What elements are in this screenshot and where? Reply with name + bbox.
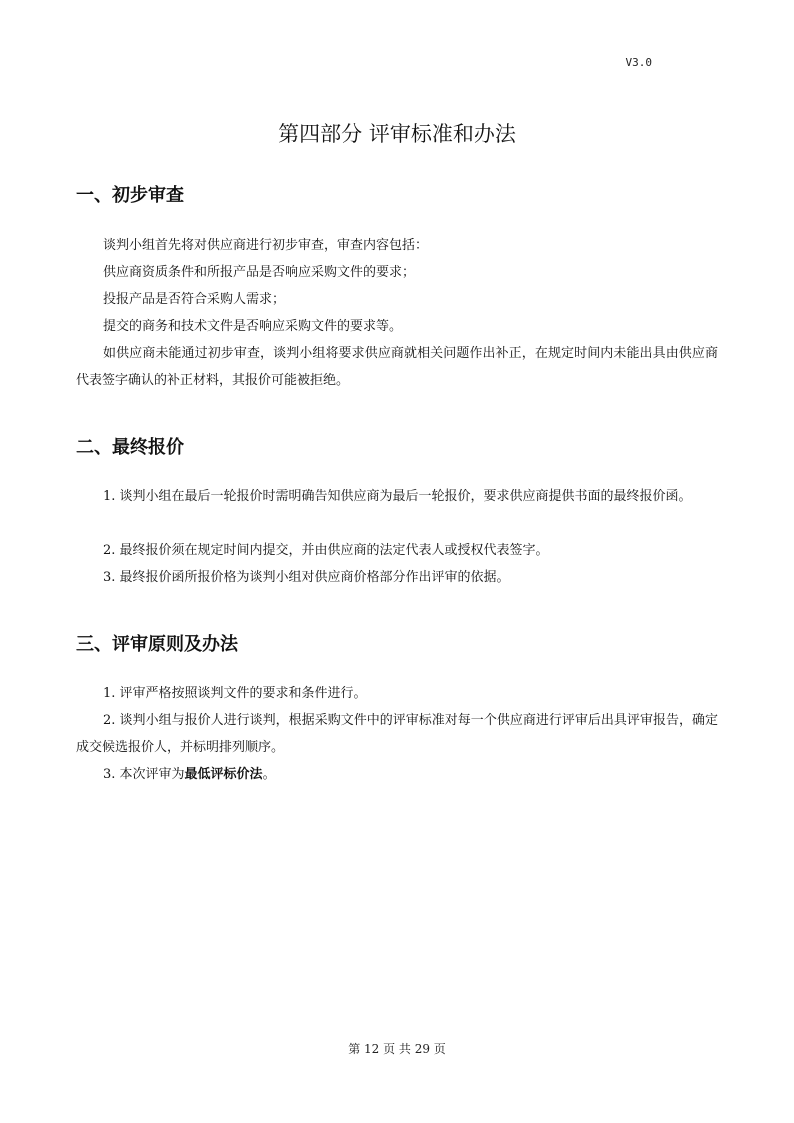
list-item: 2. 谈判小组与报价人进行谈判，根据采购文件中的评审标准对每一个供应商进行评审后出具评审报告，确定成交候选报价人，并标明排列顺序。 (76, 713, 718, 755)
list-item: 1. 评审严格按照谈判文件的要求和条件进行。 (103, 686, 367, 701)
part-title: 第四部分 评审标准和办法 (278, 122, 516, 146)
version-label: V3.0 (625, 56, 652, 69)
list-item: 3. 最终报价函所报价格为谈判小组对供应商价格部分作出评审的依据。 (103, 570, 510, 585)
review-method-name: 最低评标价法 (184, 767, 263, 782)
paragraph: 投报产品是否符合采购人需求； (103, 292, 286, 307)
list-item-suffix: 。 (262, 767, 276, 782)
list-item-prefix: 3. 本次评审为 (103, 767, 185, 782)
list-item: 1. 谈判小组在最后一轮报价时需明确告知供应商为最后一轮报价，要求供应商提供书面的最终报价函。 (103, 489, 692, 504)
list-item: 2. 最终报价须在规定时间内提交，并由供应商的法定代表人或授权代表签字。 (103, 543, 549, 558)
paragraph: 谈判小组首先将对供应商进行初步审查，审查内容包括： (103, 238, 429, 253)
paragraph: 供应商资质条件和所报产品是否响应采购文件的要求； (103, 265, 416, 280)
list-item (76, 761, 718, 788)
paragraph: 如供应商未能通过初步审查，谈判小组将要求供应商就相关问题作出补正，在规定时间内未能出具由供应商代表签字确认的补正材料，其报价可能被拒绝。 (76, 346, 718, 388)
section-heading-review-principles: 三、评审原则及办法 (76, 634, 238, 655)
section-heading-preliminary-review: 一、初步审查 (76, 185, 184, 206)
paragraph: 提交的商务和技术文件是否响应采购文件的要求等。 (103, 319, 403, 334)
section-heading-final-quote: 二、最终报价 (76, 437, 184, 458)
page-number-footer: 第 12 页 共 29 页 (348, 1042, 446, 1056)
